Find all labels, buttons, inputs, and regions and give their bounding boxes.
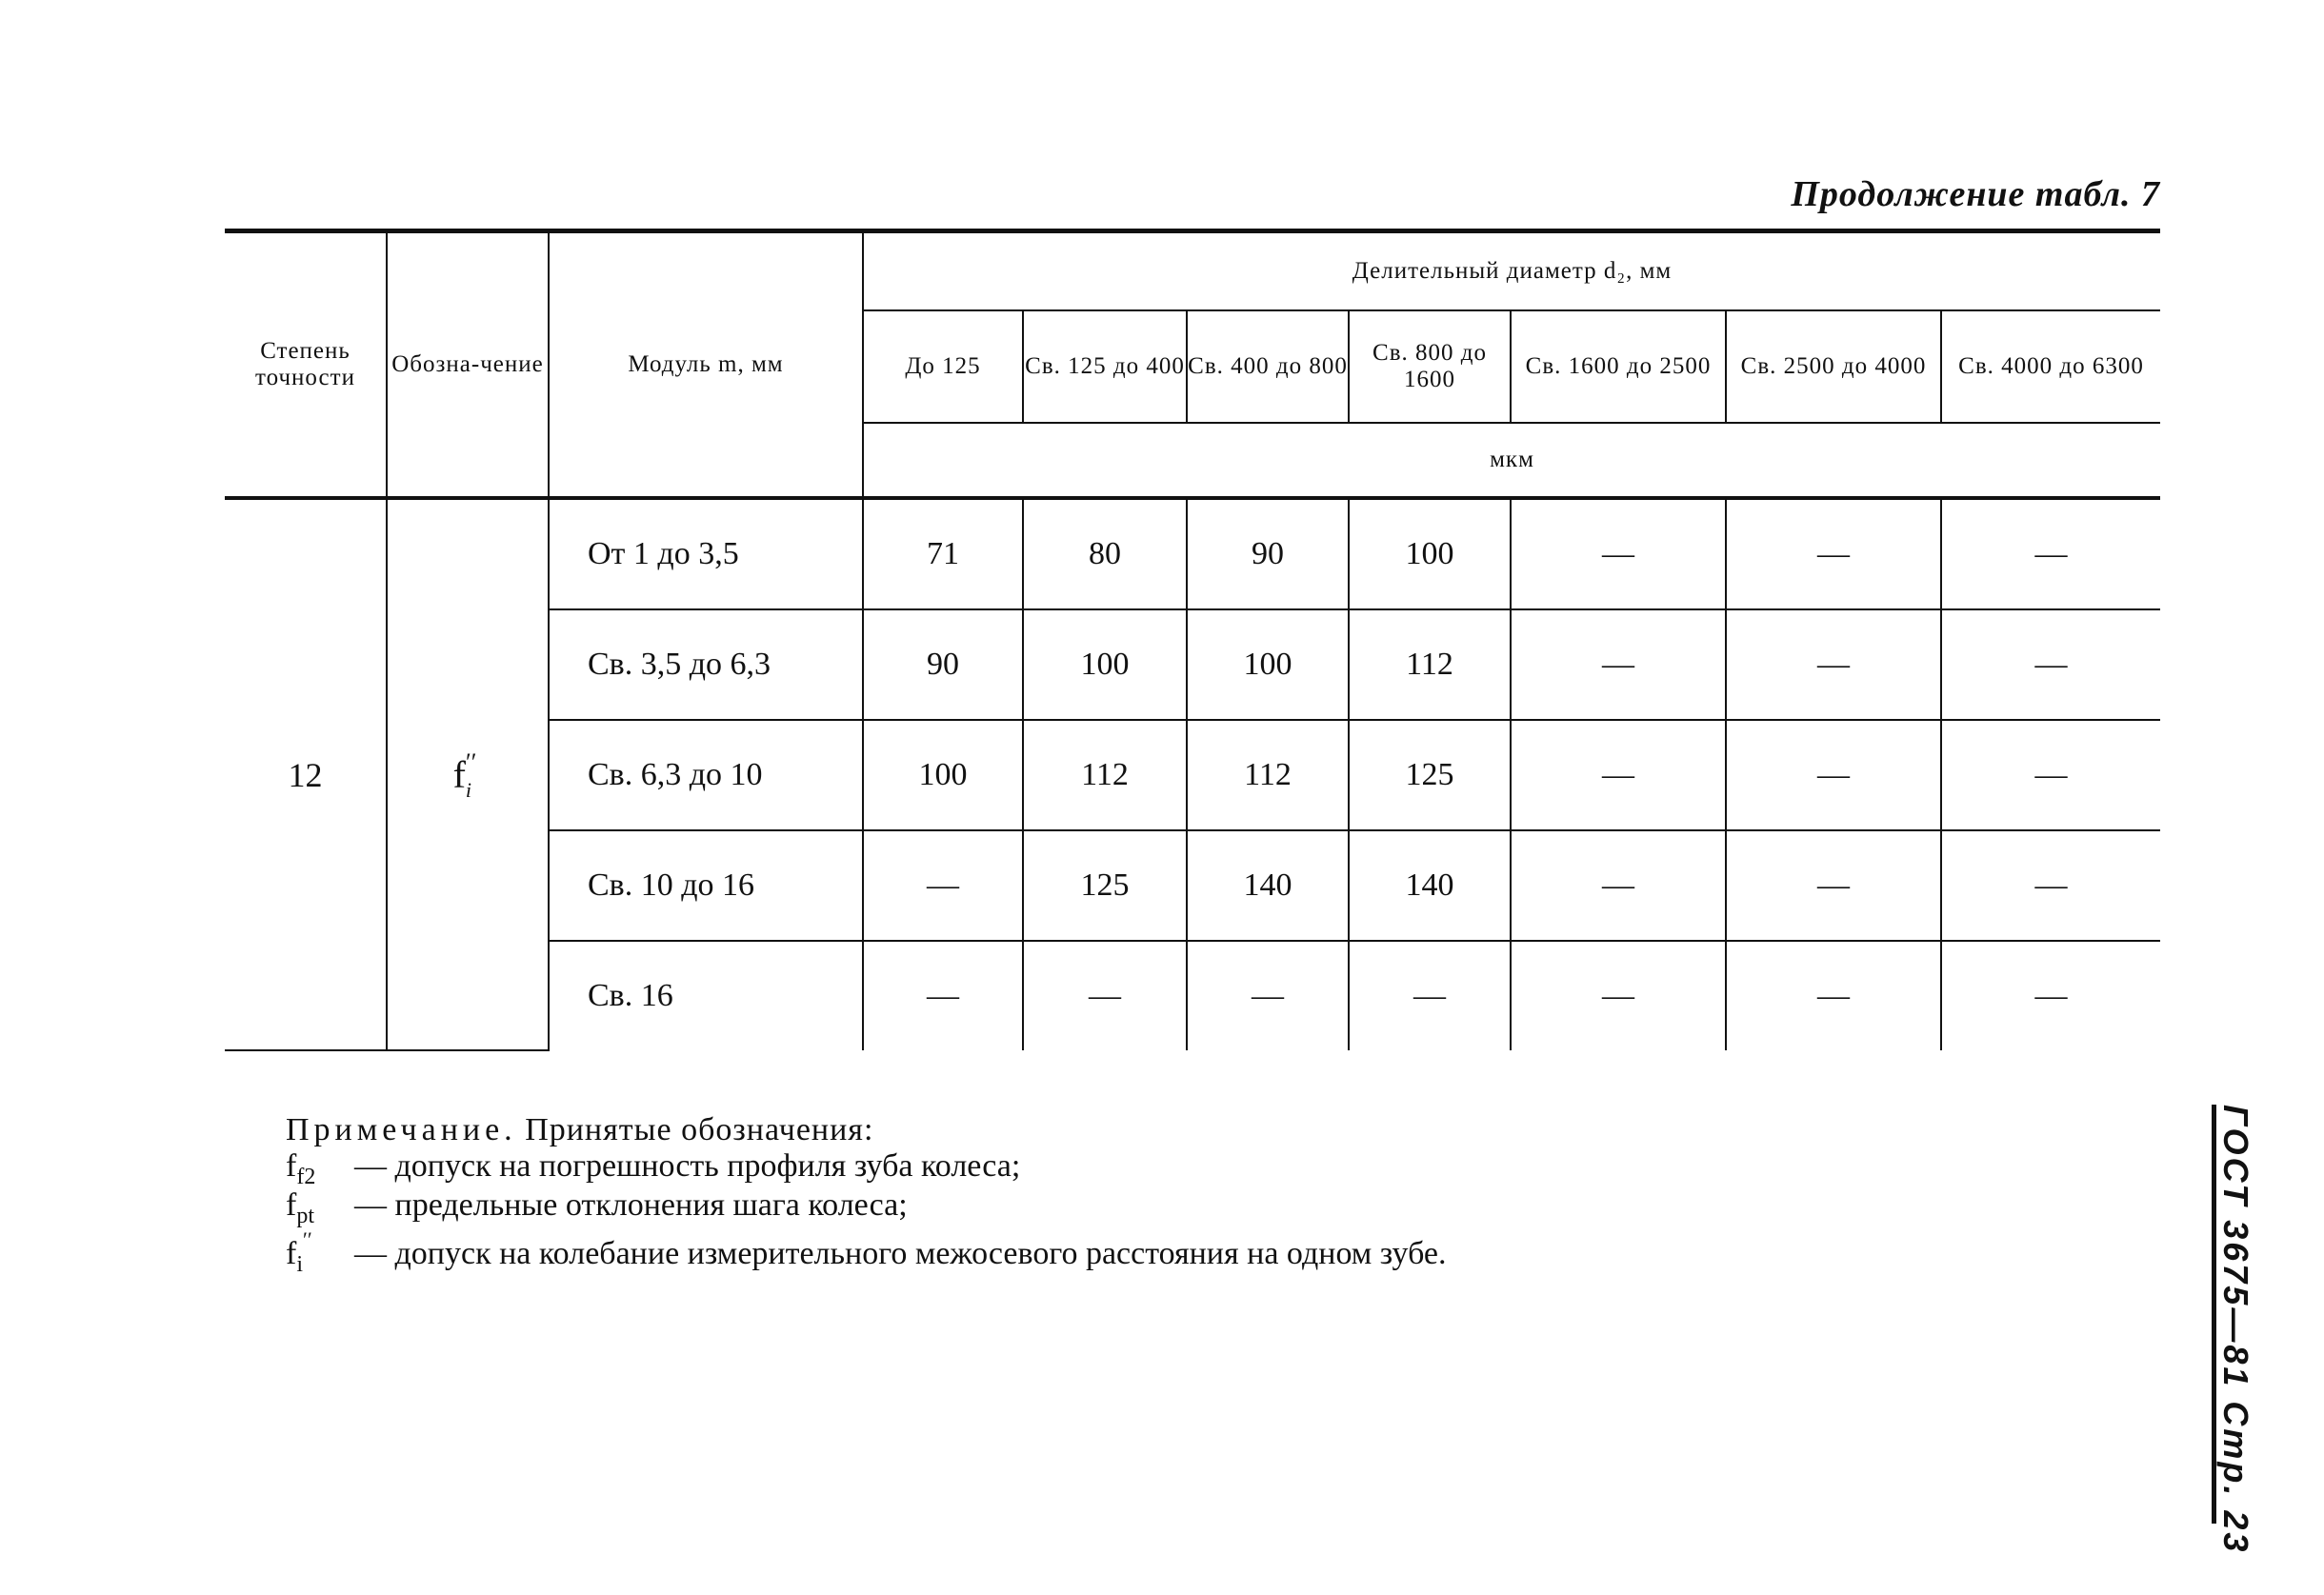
header-module: Модуль m, мм xyxy=(549,231,863,499)
table-header xyxy=(225,231,2160,499)
value-cell: — xyxy=(1511,830,1726,941)
header-symbol: Обозна-чение xyxy=(387,231,549,499)
value-cell: 112 xyxy=(1023,720,1187,830)
header-col-4: Св. 800 до 1600 xyxy=(1349,310,1511,423)
note-symbol xyxy=(286,1148,354,1187)
value-cell: — xyxy=(1511,498,1726,609)
header-col-6: Св. 2500 до 4000 xyxy=(1726,310,1941,423)
note-symbol-base: f xyxy=(286,1148,297,1184)
value-cell: 125 xyxy=(1349,720,1511,830)
note-symbol-sub: pt xyxy=(296,1204,314,1228)
note-symbol xyxy=(286,1187,354,1226)
value-cell: — xyxy=(1941,941,2160,1050)
note-symbol-base: f xyxy=(286,1236,297,1271)
value-cell: 80 xyxy=(1023,498,1187,609)
value-cell: 90 xyxy=(1187,498,1349,609)
header-col-5: Св. 1600 до 2500 xyxy=(1511,310,1726,423)
value-cell: — xyxy=(1941,830,2160,941)
value-cell: — xyxy=(1726,830,1941,941)
value-cell: — xyxy=(1349,941,1511,1050)
value-cell: 100 xyxy=(1349,498,1511,609)
symbol-sup: ′′ xyxy=(466,748,477,776)
page-running-header xyxy=(2208,1105,2265,1555)
module-cell: От 1 до 3,5 xyxy=(549,498,863,609)
header-diameter-group: Делительный диаметр d₂, мм xyxy=(863,231,2160,311)
header-col-7: Св. 4000 до 6300 xyxy=(1941,310,2160,423)
value-cell: 100 xyxy=(1187,609,1349,720)
symbol-fi xyxy=(452,748,483,802)
symbol-sub: i xyxy=(465,778,472,802)
value-cell: — xyxy=(1726,941,1941,1050)
value-cell: — xyxy=(1726,498,1941,609)
table-body xyxy=(225,498,2160,1050)
symbol-cell xyxy=(387,498,549,1050)
note-symbol-sup: ′′ xyxy=(303,1227,312,1251)
note-item xyxy=(286,1148,1447,1187)
value-cell: — xyxy=(1941,609,2160,720)
value-cell: — xyxy=(1187,941,1349,1050)
value-cell: — xyxy=(863,830,1023,941)
tolerance-table xyxy=(225,229,2160,1051)
value-cell: 112 xyxy=(1187,720,1349,830)
value-cell: 90 xyxy=(863,609,1023,720)
symbol-base: f xyxy=(452,753,466,796)
value-cell: — xyxy=(1511,720,1726,830)
note-title-rest: Принятые обозначения: xyxy=(525,1112,874,1147)
module-cell: Св. 3,5 до 6,3 xyxy=(549,609,863,720)
table-row xyxy=(225,498,2160,609)
module-cell: Св. 6,3 до 10 xyxy=(549,720,863,830)
value-cell: — xyxy=(1511,609,1726,720)
note-item-text: — предельные отклонения шага колеса; xyxy=(354,1187,908,1223)
value-cell: — xyxy=(863,941,1023,1050)
degree-cell: 12 xyxy=(225,498,387,1050)
value-cell: — xyxy=(1511,941,1726,1050)
note-title: Примечание. xyxy=(286,1112,517,1147)
note-title-line xyxy=(286,1112,1447,1148)
note-symbol-sub: i xyxy=(296,1252,303,1277)
table-note xyxy=(286,1112,1447,1275)
module-cell: Св. 10 до 16 xyxy=(549,830,863,941)
header-unit: мкм xyxy=(863,423,2160,498)
note-item-text: — допуск на погрешность профиля зуба колеса; xyxy=(354,1148,1021,1184)
header-col-3: Св. 400 до 800 xyxy=(1187,310,1349,423)
value-cell: 100 xyxy=(1023,609,1187,720)
value-cell: — xyxy=(1726,609,1941,720)
note-item-text: — допуск на колебание измерительного межосевого расстояния на одном зубе. xyxy=(354,1236,1447,1271)
table-caption: Продолжение табл. 7 xyxy=(1791,174,2160,214)
value-cell: 112 xyxy=(1349,609,1511,720)
note-symbol-sub: f2 xyxy=(296,1165,316,1189)
note-item xyxy=(286,1227,1447,1277)
header-col-2: Св. 125 до 400 xyxy=(1023,310,1187,423)
value-cell: — xyxy=(1941,720,2160,830)
value-cell: 71 xyxy=(863,498,1023,609)
value-cell: — xyxy=(1023,941,1187,1050)
value-cell: 125 xyxy=(1023,830,1187,941)
note-item xyxy=(286,1187,1447,1226)
value-cell: 100 xyxy=(863,720,1023,830)
value-cell: — xyxy=(1941,498,2160,609)
running-header-text: ГОСТ 3675—81 Стр. 23 xyxy=(2216,1105,2255,1555)
header-col-1: До 125 xyxy=(863,310,1023,423)
value-cell: 140 xyxy=(1187,830,1349,941)
value-cell: 140 xyxy=(1349,830,1511,941)
value-cell: — xyxy=(1726,720,1941,830)
module-cell: Св. 16 xyxy=(549,941,863,1050)
header-degree: Степень точности xyxy=(225,231,387,499)
note-symbol xyxy=(286,1227,354,1277)
note-symbol-base: f xyxy=(286,1187,297,1223)
